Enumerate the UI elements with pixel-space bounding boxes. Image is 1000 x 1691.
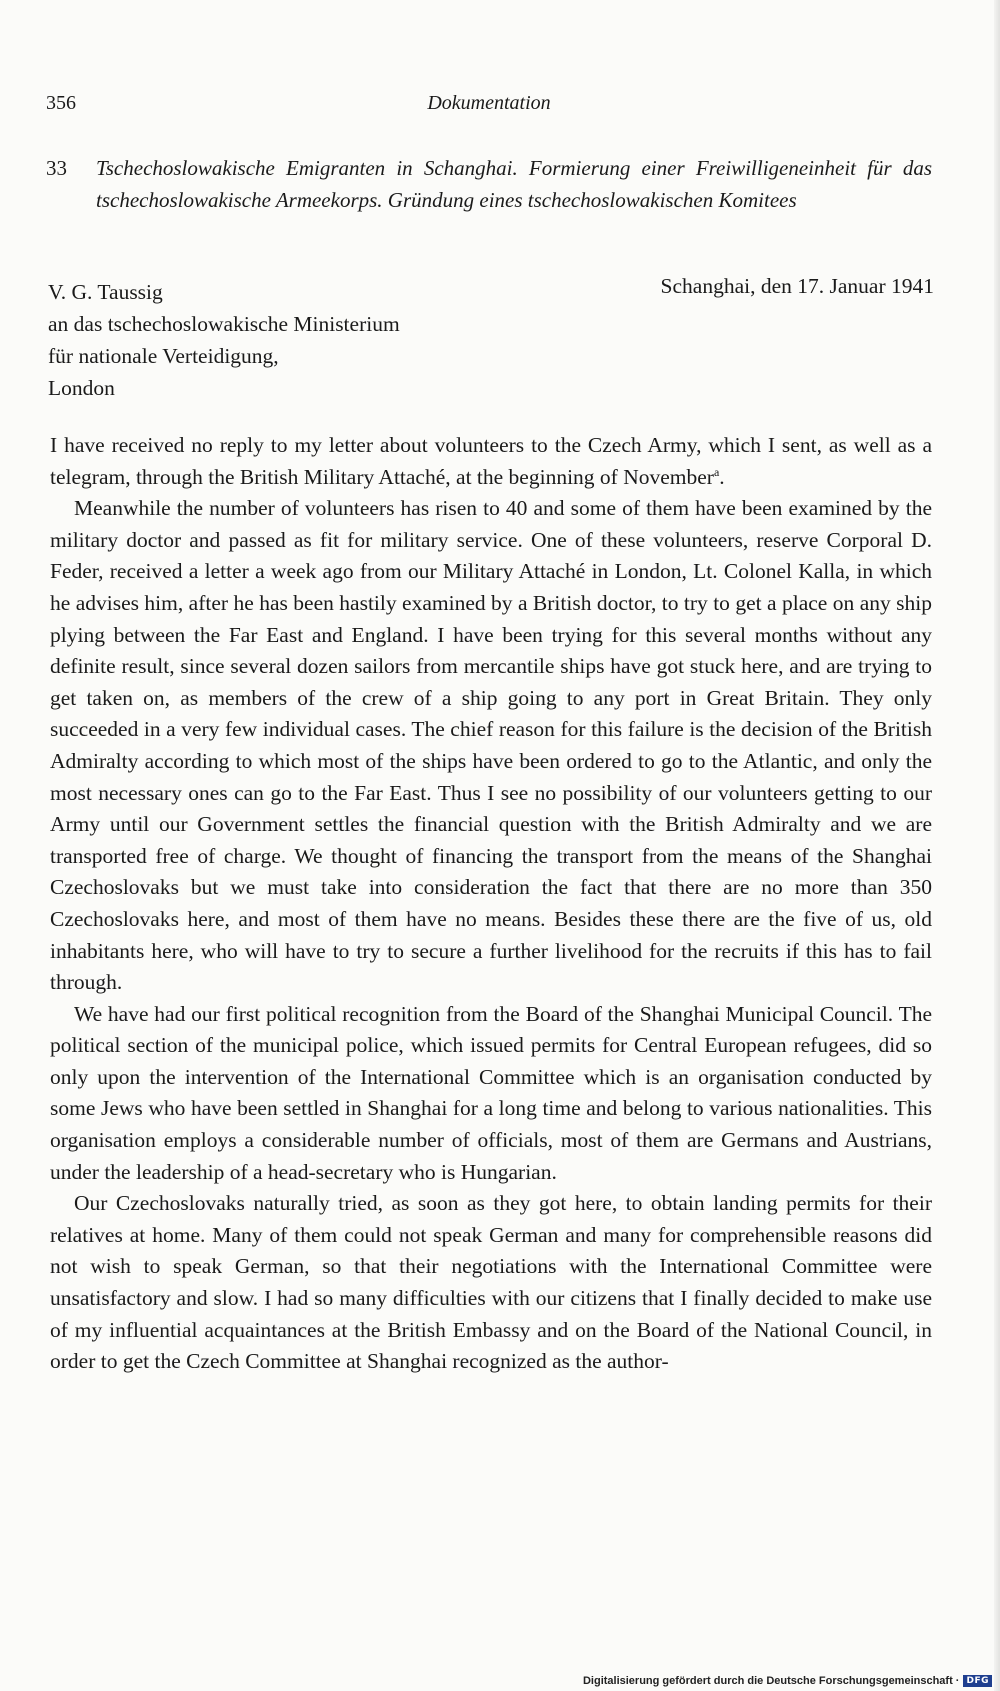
recipient-line: für nationale Verteidigung, [48,344,279,368]
dateline: Schanghai, den 17. Januar 1941 [660,274,934,298]
recipient-line: an das tschechoslowakische Ministerium [48,312,400,336]
paragraph-end: . [719,464,725,489]
footer-text: Digitalisierung gefördert durch die Deutsche Forschungsgemeinschaft · [582,1675,960,1687]
document-title [46,152,932,216]
paragraph [50,430,932,493]
page-edge [994,0,1000,1691]
dfg-logo: DFG [963,1675,992,1687]
sender: V. G. Taussig [48,280,163,304]
digitization-footer [583,1675,992,1687]
page-number: 356 [46,92,76,114]
recipient-city: London [48,376,115,400]
running-head: Dokumentation [427,92,551,114]
paragraph: Meanwhile the number of volunteers has risen to 40 and some of them have been examined by the military doctor and passed as fit for military service. One of these volunteers, reserve Corporal D. Feder, received a letter a week ago from our Military Attaché in London, Lt. Colonel Kalla, in which he advises him, after he has been hastily examined by a British doctor, to try to get a place on any ship plying between the Far East and England. I have been trying for this several months without any definite result, since several dozen sailors from mercantile ships have got stuck here, and are trying to get taken on, as members of the crew of a ship going to any port in Great Britain. They only succeeded in a very few individual cases. The chief reason for this failure is the decision of the British Admiralty according to which most of the ships have been ordered to go to the Atlantic, and only the most necessary ones can go to the Far East. Thus I see no possibility of our volunteers getting to our Army until our Government settles the financial question with the British Admiralty and we are transported free of charge. We thought of financing the transport from the means of the Shanghai Czechoslovaks but we must take into consideration the fact that there are no more than 350 Czechoslovaks here, and most of them have no means. Besides these there are the five of us, old inhabitants here, who will have to try to secure a further livelihood for the recruits if this has to fail through. [50,496,932,995]
document-number: 33 [46,156,67,180]
address-block [48,276,934,404]
paragraph: Our Czechoslovaks naturally tried, as soon as they got here, to obtain landing permits for their relatives at home. Many of them could not speak German and many for comprehensible reasons did not wish to speak German, so that their negotiations with the International Committee were unsatisfactory and slow. I had so many difficulties with our citizens that I finally decided to make use of my influential acquaintances at the British Embassy and on the Board of the National Council, in order to get the Czech Committee at Shanghai recognized as the author- [50,1191,932,1374]
page-header [46,92,932,122]
paragraph: We have had our first political recognition from the Board of the Shanghai Municipal Council. The political section of the municipal police, which issued permits for Central European refugees, did so only upon the intervention of the International Committee which is an organisation conducted by some Jews who have been settled in Shanghai for a long time and belong to various nationalities. This organisation employs a considerable number of officials, most of them are Germans and Austrians, under the leadership of a head-secretary who is Hungarian. [50,1001,932,1184]
document-title-text: Tschechoslowakische Emigranten in Schanghai. Formierung einer Freiwilligeneinheit für das tschechoslowakische Armeekorps. Gründung eines tschechoslowakischen Komitees [96,156,932,212]
footnote-marker: a [713,464,720,479]
letter-body [50,430,932,1378]
paragraph-text: I have received no reply to my letter about volunteers to the Czech Army, which I sent, as well as a telegram, through the British Military Attaché, at the beginning of November [50,433,932,489]
